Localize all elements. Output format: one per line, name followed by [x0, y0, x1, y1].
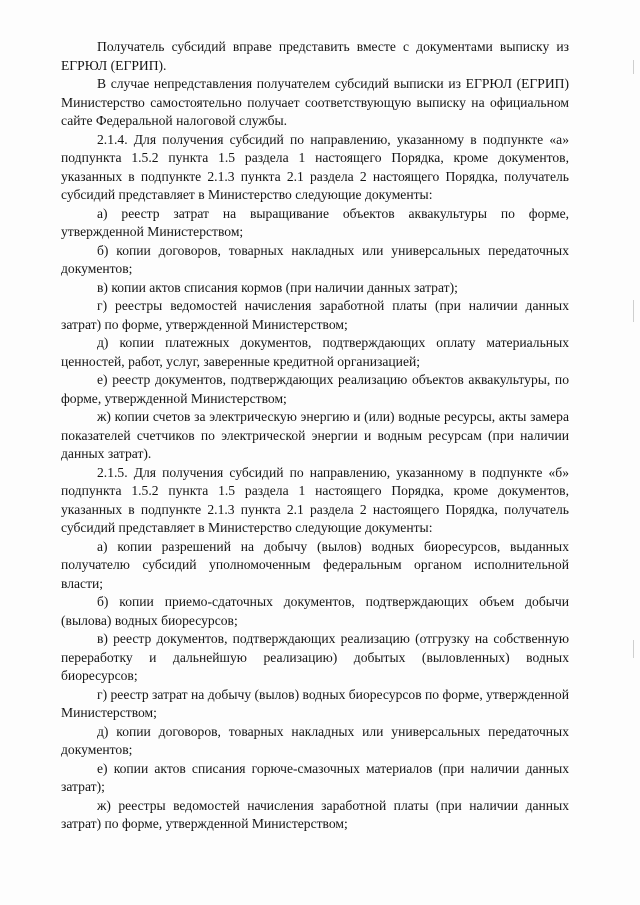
- list-item-2-1-4-a: а) реестр затрат на выращивание объектов аквакультуры по форме, утвержденной Министерством;: [61, 205, 569, 239]
- list-item-2-1-4-g: г) реестры ведомостей начисления заработной платы (при наличии данных затрат) по форме, утвержденной Министерством;: [61, 298, 569, 332]
- list-item-2-1-5-v: в) реестр документов, подтверждающих реализацию (отгрузку на собственную переработку и дальнейшую реализацию) добытых (выловленных) водных биоресурсов;: [61, 631, 569, 683]
- list-item-2-1-5-b: б) копии приемо-сдаточных документов, подтверждающих объем добычи (вылова) водных биоресурсов;: [61, 594, 569, 628]
- scan-edge-mark: [633, 60, 634, 74]
- document-body: [61, 38, 569, 834]
- list-item-2-1-4-b: б) копии договоров, товарных накладных или универсальных передаточных документов;: [61, 242, 569, 276]
- paragraph-egrul-optional: Получатель субсидий вправе представить вместе с документами выписку из ЕГРЮЛ (ЕГРИП).: [61, 39, 569, 73]
- paragraph-2-1-5: 2.1.5. Для получения субсидий по направлению, указанному в подпункте «б» подпункта 1.5.2 пункта 1.5 раздела 1 настоящего Порядка, кроме документов, указанных в подпункте 2.1.3 пункта 2.1 раздела 2 настоящего Порядка, получатель субсидий представляет в Министерство следующие документы:: [61, 464, 569, 535]
- list-item-2-1-4-v: в) копии актов списания кормов (при наличии данных затрат);: [97, 279, 458, 295]
- list-item-2-1-4-e: е) реестр документов, подтверждающих реализацию объектов аквакультуры, по форме, утвержденной Министерством;: [61, 372, 569, 406]
- list-item-2-1-5-d: д) копии договоров, товарных накладных или универсальных передаточных документов;: [61, 723, 569, 757]
- list-item-2-1-5-zh: ж) реестры ведомостей начисления заработной платы (при наличии данных затрат) по форме, утвержденной Министерством;: [61, 797, 569, 831]
- scan-edge-mark: [633, 300, 634, 322]
- list-item-2-1-5-a: а) копии разрешений на добычу (вылов) водных биоресурсов, выданных получателю субсидий уполномоченным федеральным органом исполнительной власти;: [61, 538, 569, 591]
- scan-edge-mark: [633, 640, 634, 658]
- list-item-2-1-4-d: д) копии платежных документов, подтверждающих оплату материальных ценностей, работ, услуг, заверенные кредитной организацией;: [61, 335, 569, 369]
- paragraph-2-1-4: 2.1.4. Для получения субсидий по направлению, указанному в подпункте «а» подпункта 1.5.2 пункта 1.5 раздела 1 настоящего Порядка, кроме документов, указанных в подпункте 2.1.3 пункта 2.1 раздела 2 настоящего Порядка, получатель субсидий представляет в Министерство следующие документы:: [61, 131, 569, 202]
- list-item-2-1-5-g: г) реестр затрат на добычу (вылов) водных биоресурсов по форме, утвержденной Министерством;: [61, 686, 569, 720]
- list-item-2-1-4-zh: ж) копии счетов за электрическую энергию и (или) водные ресурсы, акты замера показателей счетчиков по электрической энергии и водным ресурсам (при наличии данных затрат).: [61, 409, 569, 461]
- list-item-2-1-5-e: е) копии актов списания горюче-смазочных материалов (при наличии данных затрат);: [61, 760, 569, 794]
- paragraph-egrul-ministry: В случае непредставления получателем субсидий выписки из ЕГРЮЛ (ЕГРИП) Министерство самостоятельно получает соответствующую выписку на официальном сайте Федеральной налоговой службы.: [61, 76, 569, 128]
